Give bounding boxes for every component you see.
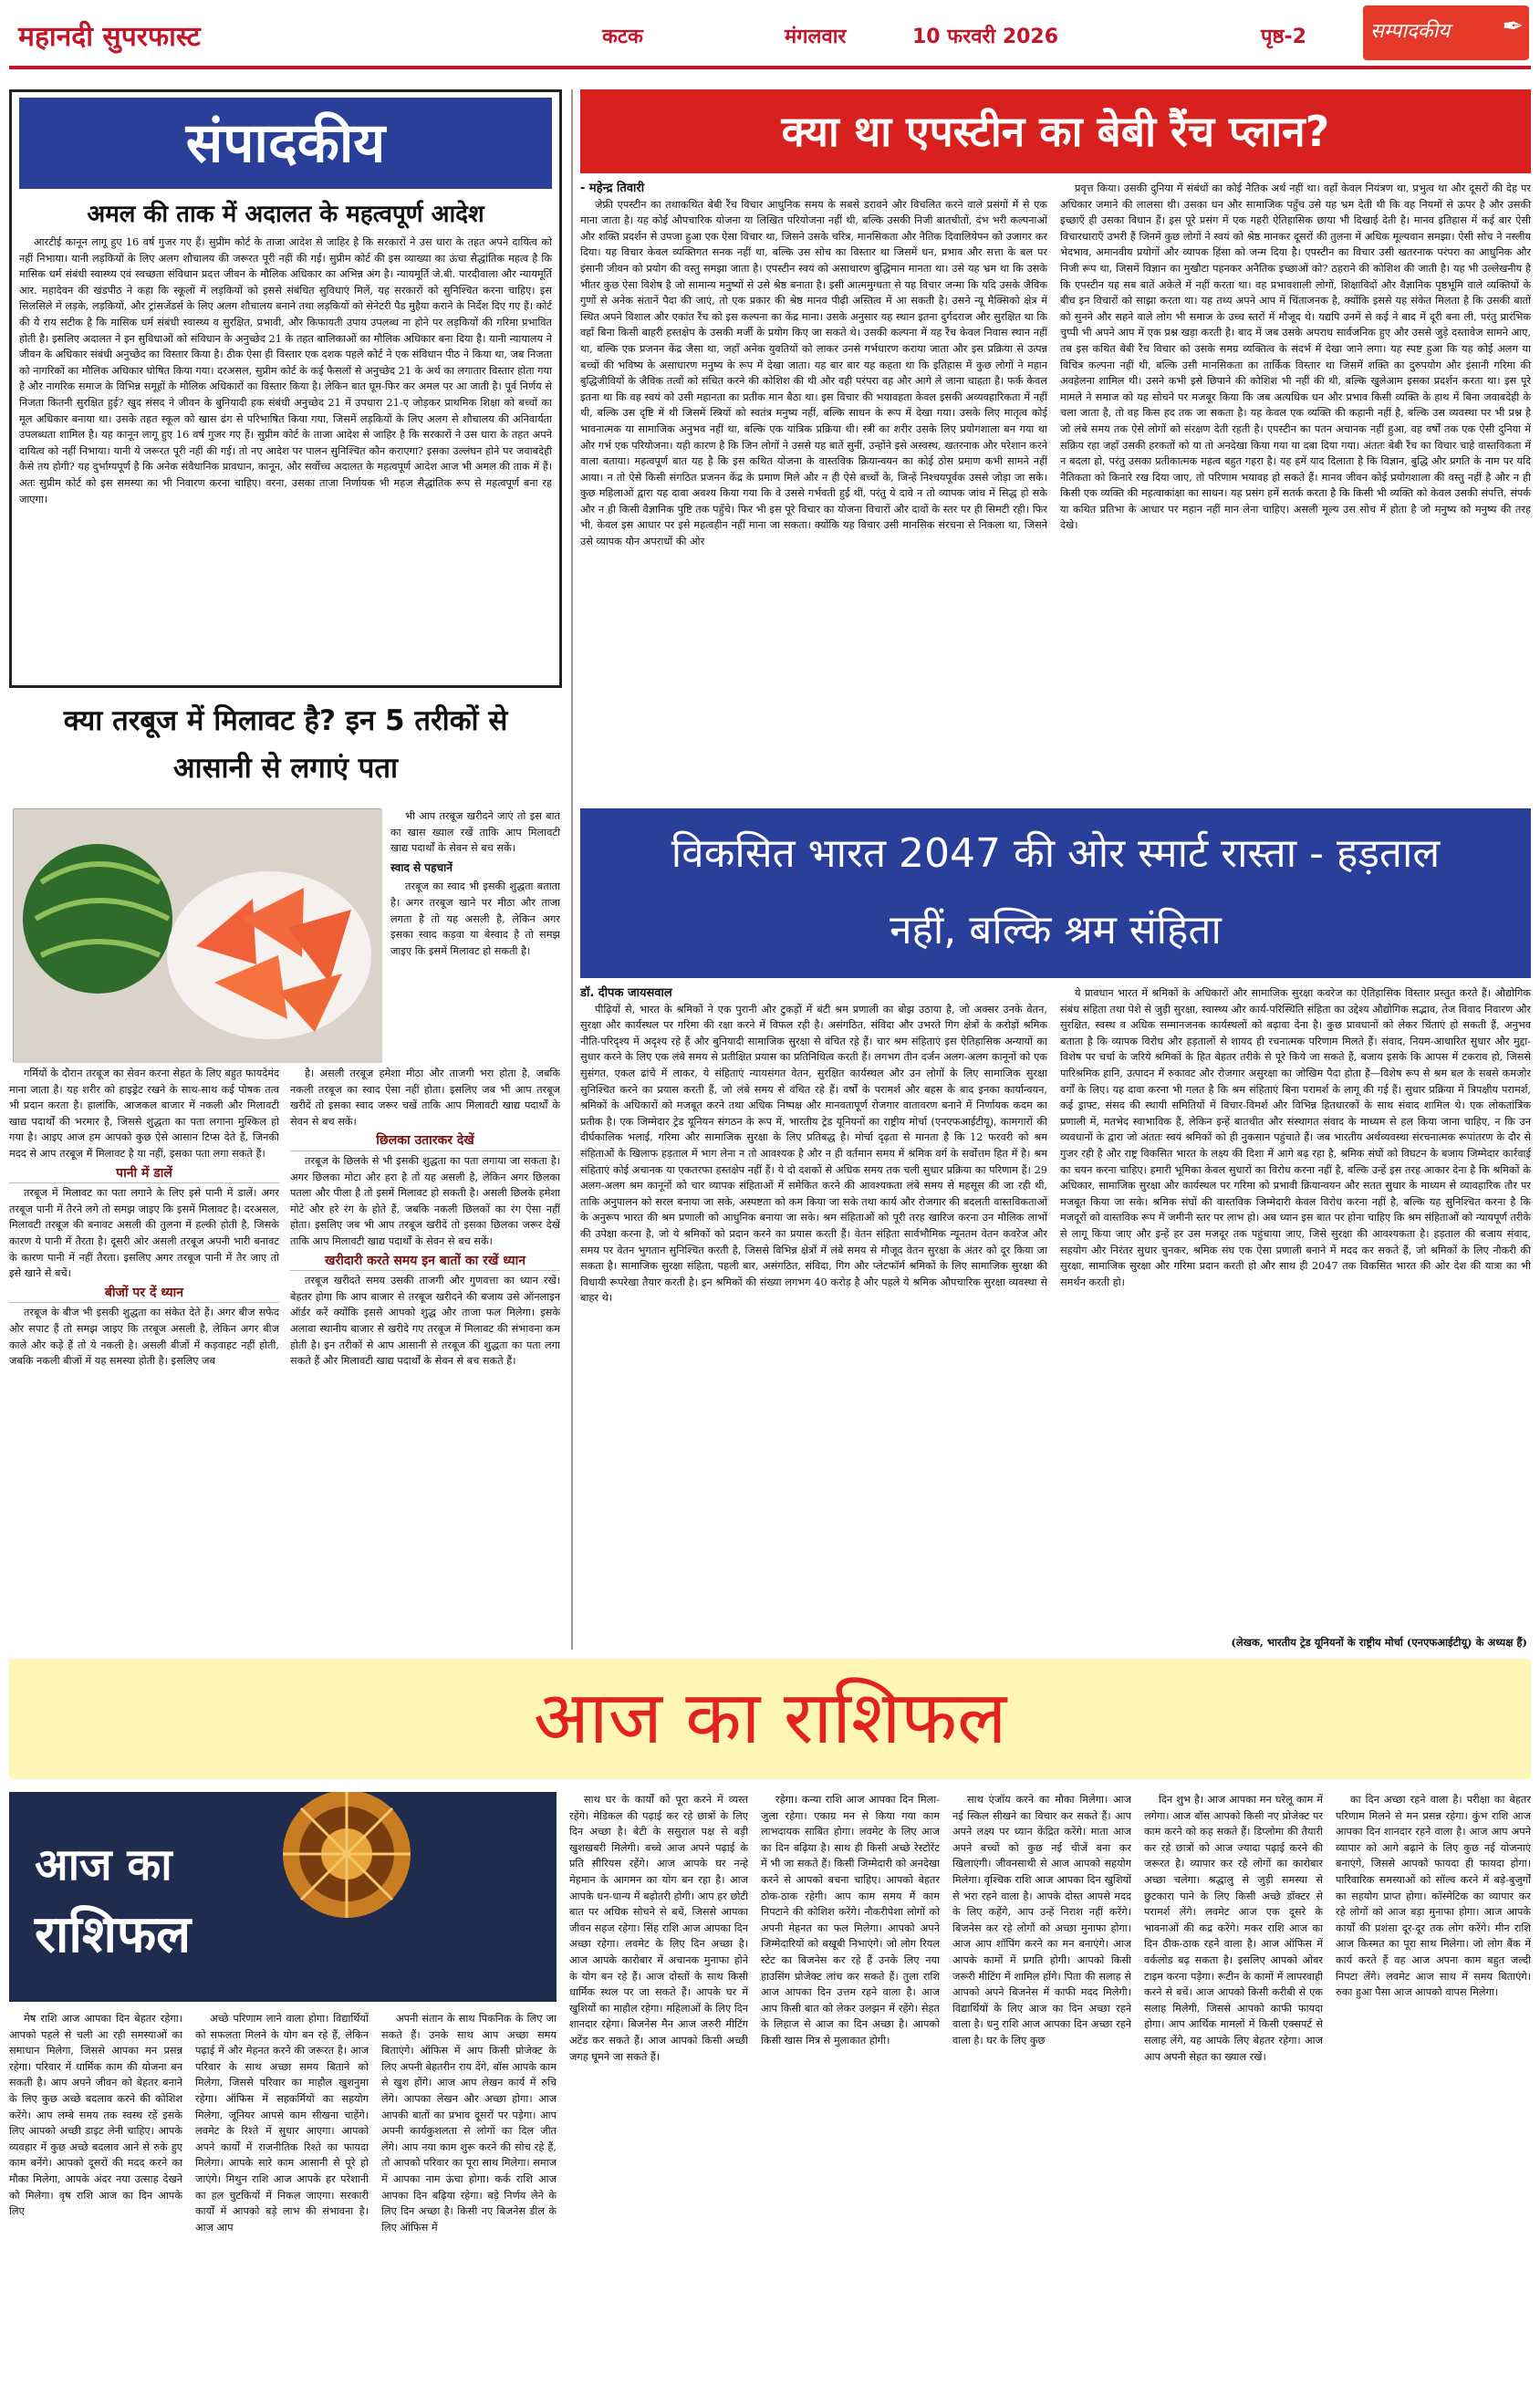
rashifal-col-8: [1336, 1792, 1531, 2381]
rashifal-text-3: अपनी संतान के साथ पिकनिक के लिए जा सकते हैं। उनके साथ आप अच्छा समय बिताएंगे। ऑफिस में आप किसी प्रोजेक्ट के लिए अपनी बेहतरीन राय देंगे, बॉस आपके काम से खुश होंगे। आज आप लेखन कार्य में रुचि लेंगे। आपका लेखन और अच्छा होगा। आज आपकी बातों का प्रभाव दूसरों पर पड़ेगा। आप अपनी कार्यकुशलता से लोगों का दिल जीत लेंगे। आप नया काम शुरू करने की सोच रहे हैं, तो आपको परिवार का पूरा साथ मिलेगा। समाज में आपका नाम ऊंचा होगा। कर्क राशि आज आपका दिन बढ़िया रहेगा। बड़े निर्णय लेने के लिए दिन अच्छा है। किसी नए बिजनेस डील के लिए ऑफिस में: [381, 2013, 557, 2234]
editorial-title: संपादकीय: [19, 98, 552, 189]
labour-headline-1: विकसित भारत 2047 की ओर स्मार्ट रास्ता - हड़ताल: [671, 830, 1441, 877]
paper-name: महानदी सुपरफास्ट: [18, 21, 201, 53]
watermelon-image: [13, 808, 381, 1062]
zodiac-wheel-icon: [9, 1792, 557, 2002]
watermelon-col2-top: है। असली तरबूज हमेशा मीठा और ताजगी भरा होता है, जबकि नकली तरबूज का स्वाद ऐसा नहीं होता। इसलिए जब भी आप तरबूज खरीदें तो इसका स्वाद जरूर चखें ताकि आप मिलावटी खाद्य पदार्थों के सेवन से बच सकें।: [290, 1068, 560, 1128]
watermelon-headline-1: क्या तरबूज में मिलावट है? इन 5 तरीकों से: [63, 704, 508, 737]
rashifal-section: [0, 1659, 1540, 2385]
quill-icon: ✒: [1502, 11, 1524, 41]
rashifal-text-6: साथ एंजॉय करने का मौका मिलेगा। आज नई स्किल सीखने का विचार कर सकते हैं। आप अपने लक्ष्य पर ध्यान केंद्रित करेंगे। माता आज अपने बच्चों को कुछ नई चीजें बना कर खिलाएंगी। जीवनसाथी से आज आपको सहयोग मिलेगा। वृश्चिक राशि आज आपका दिन खुशियों से भरा रहने वाला है। आपके दोस्त आपसे मदद के लिए कहेंगे, आप उन्हें निराश नहीं करेंगे। बिजनेस कर रहे लोगों को अच्छा मुनाफा होगा। आज आप शॉपिंग करने का मन बनाएंगे। आज आपके कामों में प्रगति होगी। आपको किसी जरूरी मीटिंग में शामिल होंगे। पिता की सलाह से आपको अपने बिजनेस में काफी मदद मिलेगी। विद्यार्थियों के लिए आज का दिन अच्छा रहने वाला है। धनु राशि आज आपका दिन अच्छा रहने वाला है। घर के लिए कुछ: [952, 1794, 1131, 2047]
rashifal-text-1: मेष राशि आज आपका दिन बेहतर रहेगा। आपको पहले से चली आ रही समस्याओं का समाधान मिलेगा, जिससे आपका मन प्रसन्न रहेगा। परिवार में धार्मिक काम की योजना बन सकती है। आप अपने जीवन को बेहतर बनाने के लिए कुछ अच्छे बदलाव करने की कोशिश करेंगे। आप लम्बे समय तक स्वस्थ रहें इसके लिए आपको अच्छी डाइट लेनी चाहिए। आपके व्यवहार में कुछ अच्छे बदलाव आने से रुके हुए काम बनेंगे। आपको दूसरों की मदद करने का मौका मिलेगा, आपके अंदर नया उत्साह देखने को मिलेगा। वृष राशि आज का दिन आपके लिए: [9, 2013, 182, 2218]
watermelon-sub-taste: स्वाद से पहचानें: [390, 860, 453, 874]
epstein-article: [580, 89, 1531, 801]
rashifal-col-1: [9, 2011, 182, 2381]
labour-footer: (लेखक, भारतीय ट्रेड यूनियनों के राष्ट्रीय मोर्चा (एनएफआईटीयू) के अध्यक्ष हैं): [1231, 1636, 1527, 1649]
watermelon-taste-text: तरबूज का स्वाद भी इसकी शुद्धता बताता है। अगर तरबूज खाने पर मीठा और ताजा लगता है तो यह असली है, लेकिन अगर इसका स्वाद कड़वा या बेस्वाद है तो समझ जाइए कि इसमें मिलावट हो सकती है।: [390, 880, 560, 957]
epstein-col1-text: जेफ्री एपस्टीन का तथाकथित बेबी रैंच विचार आधुनिक समय के सबसे डरावने और विचलित करने वाले प्रसंगों में से एक माना जाता है। यह कोई औपचारिक योजना या लिखित परियोजना नहीं थी, बल्कि उसकी निजी बातचीतों, दंभ भरी कल्पनाओं और शक्ति प्रदर्शन से उपजा हुआ एक ऐसा विचार था, जिसने उसके चरित्र, मानसिकता और नैतिक दिवालियेपन को उजागर कर दिया। यह विचार केवल व्यक्तिगत सनक नहीं था, बल्कि उस सोच का विस्तार था जिसमें धन, प्रभाव और सत्ता के बल पर इंसानी जीवन को प्रयोग की वस्तु समझा जाता है। एपस्टीन स्वयं को असाधारण बुद्धिमान मानता था। उसे यह भ्रम था कि उसके भीतर कुछ ऐसा विशेष है जो सामान्य मनुष्यों से उसे श्रेष्ठ बनाता है। इसी आत्ममुग्धता से यह विचार जन्मा कि यदि उसके जैविक गुणों से अनेक संतानें पैदा की जाएं, तो एक प्रकार की श्रेष्ठ मानव पीढ़ी अस्तित्व में आ सकती है। उसने न्यू मैक्सिको क्षेत्र में स्थित अपने विशाल और एकांत रैंच को इस कल्पना का केंद्र माना। उसके अनुसार यह स्थान इतना दुर्गदराज और सुरक्षित था कि वहाँ बिना किसी बाहरी हस्तक्षेप के उसकी मर्जी के प्रयोग किए जा सकते थे। उसकी कल्पना में यह रैंच केवल निवास स्थान नहीं था, बल्कि एक प्रजनन केंद्र जैसा था, जहाँ अनेक युवतियों को लाकर उनसे गर्भधारण कराया जाता और इस प्रक्रिया से उत्पन्न बच्चों की भविष्य के असाधारण मनुष्य के रूप में देखा जाता। यह बार बार यह कहता था कि इतिहास में कुछ लोगों ने महान बुद्धिजीवियों के जैविक तत्वों को संचित करने की कोशिश की थी और वही परंपरा वह और आगे ले जाना चाहता है। फर्क केवल इतना था कि वह स्वयं को उसी महानता का प्रतीक मान बैठा था। इस विचार की भयावहता केवल इसकी अव्यवहारिकता में नहीं थी, बल्कि उस दृष्टि में थी जिसमें स्त्रियों को स्वतंत्र मनुष्य नहीं, बल्कि साधन के रूप में देखा गया। उसके लिए मातृत्व कोई भावनात्मक या सामाजिक अनुभव नहीं था, बल्कि एक यांत्रिक प्रक्रिया थी। स्त्री का शरीर उसके लिए प्रयोगशाला बन गया था और गर्भ एक परियोजना। यही कारण है कि जिन लोगों ने उससे यह बातें सुनीं, उन्होंने इसे अस्वस्थ, खतरनाक और परेशान करने वाला बताया। महत्वपूर्ण बात यह है कि इस कथित योजना के वास्तविक क्रियान्वयन का कोई ठोस प्रमाण कभी सामने नहीं आया। न तो ऐसे किसी संगठित प्रजनन केंद्र के प्रमाण मिले और न ही ऐसे बच्चों के, जिन्हें निश्चयपूर्वक उससे जोड़ा जा सके। कुछ महिलाओं द्वारा यह दावा अवश्य किया गया कि वे उससे गर्भवती हुई थीं, परंतु ये दावे न तो व्यापक जांच में सिद्ध हो सके और न ही किसी वैज्ञानिक पुष्टि तक पहुँचे। फिर भी इस पूरे विचार का योजना विचारों और दावों के स्तर पर ही सिमटी रही। फिर भी, केवल इस आधार पर इसे महत्वहीन नहीं माना जा सकता। क्योंकि यह विचार उसी मानसिक संरचना से निकला था, जिसने उसे व्यापक यौन अपराधों की ओर: [580, 198, 1047, 548]
editorial-body: [19, 234, 552, 507]
epstein-headline: क्या था एपस्टीन का बेबी रैंच प्लान?: [580, 89, 1531, 173]
editorial-logo: [1363, 5, 1529, 60]
labour-col-1: [580, 985, 1047, 1626]
page-number: पृष्ठ-2: [1261, 26, 1306, 48]
masthead: [0, 0, 1540, 75]
rashifal-col-7: [1144, 1792, 1323, 2381]
watermelon-seeds-text: तरबूज के बीज भी इसकी शुद्धता का संकेत देते हैं। अगर बीज सफेद और सपाट हैं तो समझ जाइए कि तरबूज असली है, लेकिन अगर बीज काले और कड़े हैं तो ये नकली है। असली बीजों में कड़वाहट नहीं होती, जबकि नकली बीजों में यह समस्या होती है। इसलिए जब: [9, 1307, 279, 1368]
epstein-col2-text: प्रवृत्त किया। उसकी दुनिया में संबंधों का कोई नैतिक अर्थ नहीं था। वहाँ केवल नियंत्रण था, प्रभुत्व था और दूसरों की देह पर अधिकार जमाने की लालसा थी। उसका धन और सामाजिक पहुँच उसे यह भ्रम देती थी कि वह नियमों से ऊपर है और उसकी इच्छाएँ ही उसका विधान हैं। इस पूरे प्रसंग में एक गहरी ऐतिहासिक छाया भी दिखाई देती है। मानव इतिहास में कई बार ऐसी विचारधाराएँ उभरी हैं जिनमें कुछ लोगों ने स्वयं को श्रेष्ठ मानकर दूसरों की तुलना में अधिक मूल्यवान समझा। ऐसी सोच ने नस्लीय भेदभाव, अमानवीय प्रयोगों और व्यापक हिंसा को जन्म दिया है। एपस्टीन का विचार उसी खतरनाक परंपरा का आधुनिक और निजी रूप था, जिसमें विज्ञान का मुखौटा पहनकर अनैतिक इच्छाओं को? ठहराने की कोशिश की जाती है। यह भी उल्लेखनीय है कि एपस्टीन यह सब बातें अकेले में नहीं करता था। वह प्रभावशाली लोगों, शिक्षाविदों और वैज्ञानिक पृष्ठभूमि वाले व्यक्तियों के बीच इन विचारों को साझा करता था। यह तथ्य अपने आप में चिंताजनक है, क्योंकि इससे यह संकेत मिलता है कि उसकी बातों को सुनने और सहने वाले लोग भी समाज के उच्च स्तरों में मौजूद थे। यद्यपि उनमें से कई ने बाद में दूरी बना ली, परंतु प्रारंभिक चुप्पी भी अपने आप में एक प्रश्न खड़ा करती है। बाद में जब उसके अपराध सार्वजनिक हुए और उससे जुड़े दस्तावेज सामने आए, तब इस कथित बेबी रैंच विचार को उसके समग्र व्यक्तित्व के संदर्भ में देखा जाने लगा। यह स्पष्ट हुआ कि यह कोई अलग या विचित्र कल्पना नहीं थी, बल्कि उसी मानसिकता का तार्किक विस्तार था जिसमें शक्ति का दुरुपयोग और इंसानी गरिमा की अवहेलना शामिल थी। उसने कभी इसे छिपाने की कोशिश भी नहीं की थी, बल्कि खुलेआम इसका प्रदर्शन करता था। इस पूरे मामले ने समाज को यह सोचने पर मजबूर किया कि जब अत्यधिक धन और प्रभाव किसी व्यक्ति के हाथ में बिना जवाबदेही के चला जाता है, तो वह किस हद तक जा सकता है। यह केवल एक व्यक्ति की कहानी नहीं है, बल्कि उस व्यवस्था पर भी प्रश्न है जो लंबे समय तक ऐसे लोगों को संरक्षण देती रहती है। एपस्टीन का पतन अचानक नहीं हुआ, वह वर्षों तक एक ऐसी दुनिया में सक्रिय रहा जहाँ उसकी हरकतों को या तो अनदेखा किया गया या दबा दिया गया। अंततः बेबी रैंच का विचार चाहे वास्तविकता में न बदला हो, परंतु उसका प्रतीकात्मक महत्व बहुत गहरा है। यह हमें याद दिलाता है कि विज्ञान, बुद्धि और प्रगति के नाम पर यदि नैतिकता को किनारे रख दिया जाए, तो परिणाम भयावह हो सकते हैं। मानव जीवन कोई प्रयोगशाला की वस्तु नहीं है और न ही किसी एक व्यक्ति की महत्वाकांक्षा का साधन। यह प्रसंग हमें सतर्क करता है कि किसी भी व्यक्ति को केवल उसकी संपत्ति, संपर्क या कथित प्रतिभा के आधार पर महान नहीं मान लेना चाहिए। असली मूल्य उस सोच में होता है जो मनुष्य को मनुष्य की तरह देखे।: [1060, 182, 1531, 532]
rashifal-col-4: [569, 1792, 748, 2381]
rashifal-col-5: [761, 1792, 940, 2381]
epstein-col-2: [1060, 181, 1531, 801]
rashifal-text-5: रहेगा। कन्या राशि आज आपका दिन मिला-जुला रहेगा। एकाग्र मन से किया गया काम लाभदायक साबित होगा। लवमेट के लिए आज का दिन बढ़िया है। साथ ही किसी अच्छे रेस्टोरेंट में भी जा सकते हैं। किसी जिम्मेदारी को अनदेखा करने से आपको बचना चाहिए। आपको बेहतर ठोक-ठाक रहेगी। आप काम समय में काम निपटाने की कोशिश करेंगे। नौकरीपेशा लोगों को अपनी मेहनत का फल मिलेगा। आपको अपने जिम्मेदारियों को बखूबी निभाएंगे। जो लोग रियल स्टेट का बिजनेस कर रहे हैं उनके लिए नया हाउसिंग प्रोजेक्ट लांच कर सकते हैं। तुला राशि आज आपका दिन उत्तम रहने वाला है। आज आप किसी बात को लेकर उलझन में रहेंगे। सेहत के लिहाज से आज का दिन अच्छा है। आपको किसी खास मित्र से मुलाकात होगी।: [761, 1794, 940, 2047]
watermelon-headline-2: आसानी से लगाएं पता: [172, 752, 399, 785]
labour-col2-text: ये प्रावधान भारत में श्रमिकों के अधिकारों और सामाजिक सुरक्षा कवरेज का ऐतिहासिक विस्तार प्रस्तुत करते हैं। औद्योगिक संबंध संहिता तथा पेशे से जुड़ी सुरक्षा, स्वास्थ्य और कार्य-परिस्थिति संहिता का उद्देश्य औद्योगिक सद्भाव, तेज विवाद निवारण और सुरक्षित, स्वस्थ व अधिक सम्मानजनक कार्यस्थलों को बढ़ावा देना है। कुछ प्रावधानों को लेकर चिंताएं हो सकती हैं, अनुभव बताता है कि व्यापक विरोध और हड़तालों से शायद ही रचनात्मक परिणाम मिलते हैं। संवाद, नियम-आधारित सुधार और मुद्दा-विशेष पर चर्चा के जरिये श्रमिकों के हित बेहतर तरीके से पूरे किये जा सकते हैं, बजाय इसके कि आपस में टकराव हो, जिससे पारिश्रमिक हानि, उत्पादन में रुकावट और रोजगार असुरक्षा का जोखिम पैदा होता है—विशेष रूप से श्रम बल के सबसे कमजोर वर्गों के लिए। यह दावा करना भी गलत है कि श्रम संहिताएं बिना परामर्श के लागू की गई हैं। सुधार प्रक्रिया में त्रिपक्षीय परामर्श, कई ड्राफ्ट, संसद की स्थायी समितियों में विचार-विमर्श और विभिन्न हितधारकों के साथ संवाद शामिल थे। एक लोकतांत्रिक प्रणाली में, मतभेद स्वाभाविक हैं, लेकिन इन्हें बातचीत और संस्थागत संवाद के माध्यम से हल किया जाना चाहिए, न कि उन व्यवधानों के द्वारा जो अंततः स्वयं श्रमिकों को ही नुकसान पहुंचाते हैं। जब भारतीय अर्थव्यवस्था संरचनात्मक रूपांतरण के दौर से गुजर रही है और राष्ट्र विकसित भारत के लक्ष्य की दिशा में आगे बढ़ रहा है, श्रमिक संघों को विघटन के बजाय जिम्मेदार कार्रवाई का चयन करना चाहिए। हमारी भूमिका केवल सुधारों का विरोध करना नहीं है, बल्कि उन्हें इस तरह आकार देना है कि श्रमिकों के अधिकार, सामाजिक सुरक्षा और कार्यस्थल पर गरिमा को प्रभावी क्रियान्वयन और सतत सुधार के माध्यम से व्यावहारिक तौर पर मजबूत किया जा सके। श्रमिक संघों की वास्तविक जिम्मेदारी केवल विरोध करना नहीं है, बल्कि यह सुनिश्चित करना है कि मजदूरों को वास्तविक रूप में जमीनी स्तर पर लाभ हो। अब ध्यान इस बात पर होना चाहिए कि श्रम संहिताओं को न्यायपूर्ण तरीके से लागू किया जाए और इन्हें हर उस मजदूर तक पहुंचाया जाए, जिसे सुरक्षा की आवश्यकता है। हड़ताल की बजाय संवाद, सहयोग और निरंतर सुधार चुनकर, श्रमिक संघ एक ऐसा प्रणाली बनाने में मदद कर सकते हैं, जो श्रमिकों के लिए नौकरी की सुरक्षा, सामाजिक सुरक्षा और गरिमा प्रदान करती हो और साथ ही 2047 तक विकसित भारत की ओर देश की यात्रा का भी समर्थन करती हो।: [1060, 987, 1531, 1288]
watermelon-col1-intro: गर्मियों के दौरान तरबूज का सेवन करना सेहत के लिए बहुत फायदेमंद माना जाता है। यह शरीर को हाइड्रेट रखने के साथ-साथ कई पोषक तत्व भी प्रदान करता है। हालांकि, आजकल बाजार में नकली और मिलावटी खाद्य पदार्थों की भरमार है, जिससे शुद्धता का पता लगाना मुश्किल हो गया है। आइए आज हम आपको कुछ ऐसे आसान टिप्स देते हैं, जिनकी मदद से आप तरबूज में मिलावट है या नहीं, इसका पता लगा सकते हैं।: [9, 1068, 279, 1160]
rashifal-image: [9, 1792, 557, 2002]
masthead-rule: [9, 66, 1531, 69]
rashifal-col-3: [381, 2011, 557, 2381]
watermelon-buy-text: तरबूज खरीदते समय उसकी ताजगी और गुणवत्ता का ध्यान रखें। बेहतर होगा कि आप बाजार से तरबूज खरीदने की बजाय उसे ऑनलाइन ऑर्डर करें क्योंकि इससे आपको शुद्ध और ताजा फल मिलेगा। इसके अलावा स्थानीय बाजार से खरीदे गए तरबूज में मिलावट की संभावना कम होती है। इन तरीकों से आप आसानी से तरबूज की शुद्धता का पता लगा सकते हैं और मिलावटी खाद्य पदार्थों के सेवन से बच सकते हैं।: [290, 1275, 560, 1368]
date: 10 फरवरी 2026: [912, 26, 1059, 48]
watermelon-sub-water: पानी में डालें: [9, 1166, 279, 1184]
rashifal-banner: [9, 1659, 1531, 1779]
rashifal-col-6: [952, 1792, 1131, 2381]
editorial-box: [9, 89, 562, 688]
rashifal-banner-title: आज का राशिफल: [533, 1675, 1007, 1760]
editorial-headline: अमल की ताक में अदालत के महत्वपूर्ण आदेश: [87, 201, 484, 228]
labour-author: डॉ. दीपक जायसवाल: [580, 986, 672, 1000]
watermelon-intro-right: [390, 808, 560, 1062]
epstein-author: - महेन्द्र तिवारी: [580, 182, 645, 195]
watermelon-intro-text: भी आप तरबूज खरीदने जाएं तो इस बात का खास ख्याल रखें ताकि आप मिलावटी खाद्य पदार्थों के सेवन से बच सकें।: [390, 810, 560, 855]
rashifal-text-2: अच्छे परिणाम लाने वाला होगा। विद्यार्थियों को सफलता मिलने के योग बन रहे हैं, लेकिन पढ़ाई में और मेहनत करने की जरूरत है। आज परिवार के साथ अच्छा समय बिताने को मिलेगा, जिससे परिवार का माहौल खुशनुमा रहेगा। ऑफिस में सहकर्मियों का सहयोग मिलेगा, जूनियर आपसे काम सीखना चाहेंगे। लवमेट के रिश्ते में सुधार आएगा। आपको अपने कार्यों में राजनीतिक रिश्ते का फायदा मिलेगा। आपके सारे काम आसानी से पूरे हो जाएंगे। मिथुन राशि आज आपके हर परेशानी का हल चुटकियों में निकल जाएगा। सरकारी कार्यों में आपको बड़े लाभ की संभावना है। आज आप: [195, 2013, 369, 2234]
watermelon-water-text: तरबूज में मिलावट का पता लगाने के लिए इसे पानी में डालें। अगर तरबूज पानी में तैरने लगे तो समझ जाइए कि इसमें मिलावट है। दरअसल, मिलावटी तरबूज की बनावट असली की तुलना में हल्की होती है, जिसके कारण ये पानी में तैरता है। दूसरी ओर असली तरबूज अपनी भारी बनावट के कारण पानी में नहीं तैरता। इसलिए अगर तरबूज पानी में तैर जाए तो इसे खाने से बचें।: [9, 1187, 279, 1280]
labour-headline: [580, 808, 1531, 978]
labour-col1-text: पीढ़ियों से, भारत के श्रमिकों ने एक पुरानी और टुकड़ों में बंटी श्रम प्रणाली का बोझ उठाया है, जो अक्सर उनके वेतन, सुरक्षा और कार्यस्थल पर गरिमा की रक्षा करने में विफल रही है। असंगठित, संविदा और उभरते गिग क्षेत्रों के करोड़ों श्रमिक नीति-परिदृश्य में अदृश्य रहे हैं और बुनियादी सामाजिक सुरक्षा से वंचित रहे हैं। चार श्रम संहिताएं इस ऐतिहासिक अन्यायों का सुधार करने के लिए एक लंबे समय से प्रतीक्षित प्रयास का प्रतिनिधित्व करती हैं। लगभग तीन दर्जन अलग-अलग कानूनों को एक सुसंगत, एकल ढांचे में लाकर, ये संहिताएं न्यायसंगत वेतन, सुरक्षित कार्यस्थल और उन लोगों के लिए सामाजिक सुरक्षा सुनिश्चित करने का प्रयास करती हैं, जो लंबे समय से वंचित रहे हैं। वर्षों के परामर्श और बहस के बाद इनका कार्यान्वयन, श्रमिकों के अधिकारों को मजबूत करने तथा अधिक निष्पक्ष और मानवतापूर्ण रोजगार वातावरण बनाने में निर्णायक कदम का प्रतीक है। एक जिम्मेदार ट्रेड यूनियन संगठन के रूप में, भारतीय ट्रेड यूनियनों का राष्ट्रीय मोर्चा (एनएफआईटीयू), कामगारों की दीर्घकालिक भलाई, गरिमा और सामाजिक सुरक्षा के लिए प्रतिबद्ध है। मोर्चा दृढ़ता से मानता है कि 12 फरवरी को श्रम संहिताओं के खिलाफ हड़ताल में भाग लेना न तो आवश्यक है और न ही वर्तमान समय में श्रमिक वर्ग के सर्वोत्तम हित में है। श्रम संहिताएं कोई अचानक या एकतरफा हस्तक्षेप नहीं हैं। ये दो दशकों से अधिक समय तक चली सुधार प्रक्रिया का परिणाम हैं। 29 अलग-अलग श्रम कानूनों को चार व्यापक संहिताओं में समेकित करने की आवश्यकता लंबे समय से महसूस की जा रही थी, ताकि अनुपालन को सरल बनाया जा सके, अस्पष्टता को कम किया जा सके तथा कार्य और रोजगार की बदलती वास्तविकताओं के अनुरूप भारत की श्रम प्रणाली को आधुनिक बनाया जा सके। श्रम संहिताओं को पूरी तरह खारिज करना उन मौलिक लाभों की उपेक्षा करना है, जो ये श्रमिकों को प्रदान करने का प्रयास करती हैं। वेतन संहिता सार्वभौमिक न्यूनतम वेतन कवरेज और समय पर वेतन भुगतान सुनिश्चित करती है, जिससे विभिन्न क्षेत्रों में लंबे समय से मौजूद वेतन सुरक्षा के अंतर को दूर किया जा सकता है। सामाजिक सुरक्षा संहिता, पहली बार, असंगठित, संविदा, गिग और प्लेटफॉर्म श्रमिकों के लिए सामाजिक सुरक्षा की विधायी रूपरेखा तैयार करती है। इन श्रमिकों की संख्या लगभग 40 करोड़ है और पहले ये श्रमिक औपचारिक सुरक्षा व्यवस्था से बाहर थे।: [580, 1003, 1047, 1305]
rashifal-image-line2: राशिफल: [35, 1905, 192, 1964]
epstein-col-1: [580, 181, 1047, 801]
rashifal-text-8: का दिन अच्छा रहने वाला है। परीक्षा का बेहतर परिणाम मिलने से मन प्रसन्न रहेगा। कुंभ राशि आज आपका दिन शानदार रहने वाला है। आज आप अपने व्यापार को आगे बढ़ाने के लिए कुछ नई योजनाएं बनाएंगे, जिससे आपको फायदा ही फायदा होगा। पारिवारिक समस्याओं को सॉल्व करने में बड़े-बुजुर्गों का सहयोग प्राप्त होगा। कॉस्मेटिक का व्यापार कर रहे लोगों को आज बड़ा मुनाफा होगा। आज आपके कार्यों की प्रशंसा दूर-दूर तक लोग करेंगे। मीन राशि आज किस्मत का पूरा साथ मिलेगा। जो लोग बैंक में कार्य करते हैं वह आज अपना काम बहुत जल्दी निपटा लेंगे। लवमेट आज साथ में समय बिताएंगे। रुका हुआ पैसा आज आपको वापस मिलेगा।: [1336, 1794, 1531, 1999]
editorial-paragraph: आरटीई कानून लागू हुए 16 वर्ष गुजर गए हैं। सुप्रीम कोर्ट के ताजा आदेश से जाहिर है कि सरकारों ने उस धारा के तहत अपने दायित्व को नहीं निभाया। यानी लड़कियों के लिए अलग शौचालय की जरूरत पूरी नहीं की गई। सुप्रीम कोर्ट की इस व्याख्या का ऊंचा सैद्धांतिक महत्व है कि मासिक धर्म संबंधी स्वास्थ्य एवं स्वच्छता संविधान प्रदत्त जीवन के मौलिक अधिकार का अभिन्न अंग है। न्यायमूर्ति जे.बी. पारदीवाला और न्यायमूर्ति आर. महादेवन की खंडपीठ ने कहा कि स्कूलों में लड़कियों को इससे संबंधित सुविधाएं मिलें, यह सरकारों को सुनिश्चित करना चाहिए। इस सिलसिले में लड़के, लड़कियों, और ट्रांसजेंडर्स के लिए अलग शौचालय बनाने तथा लड़कियों को सेनेटरी पैड मुहैया कराने के निर्देश दिए गए हैं। कोर्ट की ये राय सटीक है कि मासिक धर्म संबंधी स्वास्थ्य व सुरक्षित, प्रभावी, और किफायती उपाय उपलब्ध ना होने पर लड़कियों की गरिमा प्रभावित होती है। इसलिए अदालत ने इन सुविधाओं को संविधान के अनुच्छेद 21 के तहत बालिकाओं का मौलिक अधिकार बना दिया है। यानी न्यायालय ने जीवन के अधिकार संबंधी अनुच्छेद का विस्तार किया है। ठीक ऐसा ही विस्तार एक दशक पहले कोर्ट ने एक संविधान पीठ ने किया था, जब निजता को नागरिकों का मौलिक अधिकार घोषित किया गया। दरअसल, सुप्रीम कोर्ट के कई फैसलों से अनुच्छेद 21 के अर्थ का लगातार विस्तार होता गया है और नागरिक समाज के विभिन्न समूहों के मौलिक अधिकारों का विस्तार किया है। लेकिन बात घूम-फिर कर अमल पर आ जाती है। पूर्व निर्णय से निजता कितनी सुरक्षित हुई? खुद संसद ने जीवन के बुनियादी हक संबंधी अनुच्छेद 21 में उपधारा 21-ए जोड़कर प्राथमिक शिक्षा को बच्चों का मूल अधिकार बनाया था। उसके तहत स्कूल को खास ढंग से परिभाषित किया गया, जिसमें लड़कियों के लिए अलग से शौचालय की अनिवार्यता उपलब्धता शामिल है। यह कानून लागू हुए 16 वर्ष गुजर गए हैं। सुप्रीम कोर्ट के ताजा आदेश से जाहिर है कि सरकारों ने उस धारा के तहत अपने दायित्व को नहीं निभाया। यानी ये जरूरत पूरी नहीं की गई। तो नए आदेश पर पालन सुनिश्चित कौन कराएगा? इसका उल्लंघन होने पर जवाबदेही कैसे तय होगी? यह दुर्भाग्यपूर्ण है कि अनेक संवैधानिक प्रावधान, कानून, और सर्वोच्च अदालत के महत्वपूर्ण आदेश आज भी अमल की ताक में हैं। अतः सुप्रीम कोर्ट को इस समस्या का भी निवारण करना चाहिए। वरना, उसका ताजा निर्णायक भी महज सैद्धांतिक रूप से महत्वपूर्ण बना रह जाएगा।: [19, 236, 552, 505]
watermelon-peel-text: तरबूज के छिलके से भी इसकी शुद्धता का पता लगाया जा सकता है। अगर छिलका मोटा और हरा है तो यह असली है, लेकिन अगर छिलका पतला और पीला है तो इसमें मिलावट हो सकती है। असली छिलके हमेशा मोटे और हरे रंग के होते हैं, जबकि नकली छिलकों का रंग ऐसा नहीं होता। इसलिए जब भी आप तरबूज खरीदें तो इसका छिलका जरूर देखें ताकि आप मिलावटी खाद्य पदार्थों के सेवन से बच सकें।: [290, 1154, 560, 1247]
labour-article: [580, 808, 1531, 1650]
watermelon-article: [9, 697, 562, 1650]
labour-col-2: [1060, 985, 1531, 1626]
rashifal-text-7: दिन शुभ है। आज आपका मन घरेलू काम में लगेगा। आज बॉस आपको किसी नए प्रोजेक्ट पर काम करने को कह सकते हैं। डिप्लोमा की तैयारी कर रहे छात्रों को आज ज्यादा पढ़ाई करने की जरूरत है। व्यापार कर रहे लोगों का कारोबार अच्छा चलेगा। श्रद्धालु से जुड़ी समस्या से छुटकारा पाने के लिए किसी अच्छे डॉक्टर से परामर्श लेंगे। लवमेट आज एक दूसरे के भावनाओं की कद्र करेंगे। मकर राशि आज का दिन ठीक-ठाक रहने वाला है। आज ऑफिस में वर्कलोड बढ़ सकता है। इसलिए आपको ओवर टाइम करना पड़ेगा। रूटीन के कामों में लापरवाही करने से बचें। आज आपको किसी करीबी से एक सलाह मिलेगी, जिससे आपको काफी फायदा होगा। आप आर्थिक मामलों में किसी एक्सपर्ट से सलाह लेंगे, यह आपके लिए बेहतर रहेगा। आज आप अपनी सेहत का ख्याल रखें।: [1144, 1794, 1323, 2063]
rashifal-col-2: [195, 2011, 369, 2381]
watermelon-sub-peel: छिलका उतारकर देखें: [290, 1133, 560, 1151]
column-divider: [571, 89, 573, 1650]
editorial-logo-text: सम्पादकीय: [1370, 20, 1451, 43]
watermelon-col-1: [9, 1066, 279, 1650]
rashifal-image-line1: आज का: [35, 1839, 172, 1890]
watermelon-sub-buy: खरीदारी करते समय इन बातों का रखें ध्यान: [290, 1254, 560, 1272]
day: मंगलवार: [785, 26, 847, 48]
labour-headline-2: नहीं, बल्कि श्रम संहिता: [890, 907, 1222, 953]
city: कटक: [602, 26, 643, 48]
watermelon-sub-seeds: बीजों पर दें ध्यान: [9, 1286, 279, 1304]
watermelon-col-2: [290, 1066, 560, 1650]
rashifal-text-4: साथ घर के कार्यों को पूरा करने में व्यस्त रहेंगे। मेडिकल की पढ़ाई कर रहे छात्रों के लिए दिन अच्छा है। बेटी के ससुराल पक्ष से बड़ी खुशखबरी मिलेगी। बच्चे आज अपने पढ़ाई के प्रति सीरियस रहेंगे। आज आपके घर नन्हे मेहमान के आगमन का योग बन रहा है। आज आपके धन-धान्य में बढ़ोतरी होगी। आप हर छोटी बात पर अधिक सोचने से बचें, जिससे आपका जीवन सहज रहेगा। सिंह राशि आज आपका दिन अच्छा रहेगा। लवमेट के लिए दिन अच्छा है। आज आपके कारोबार में अचानक मुनाफा होने के योग बन रहे हैं। आज दोस्तों के साथ किसी धार्मिक स्थल पर जा सकते हैं। आपके घर में खुशियों का माहौल रहेगा। महिलाओं के लिए दिन शानदार रहेगा। बिजनेस मैन आज जरुरी मीटिंग अटेंड कर सकते हैं। आज आपको किसी अच्छी जगह घूमने जा सकते हैं।: [569, 1794, 748, 2063]
watermelon-illustration: [14, 809, 382, 1063]
